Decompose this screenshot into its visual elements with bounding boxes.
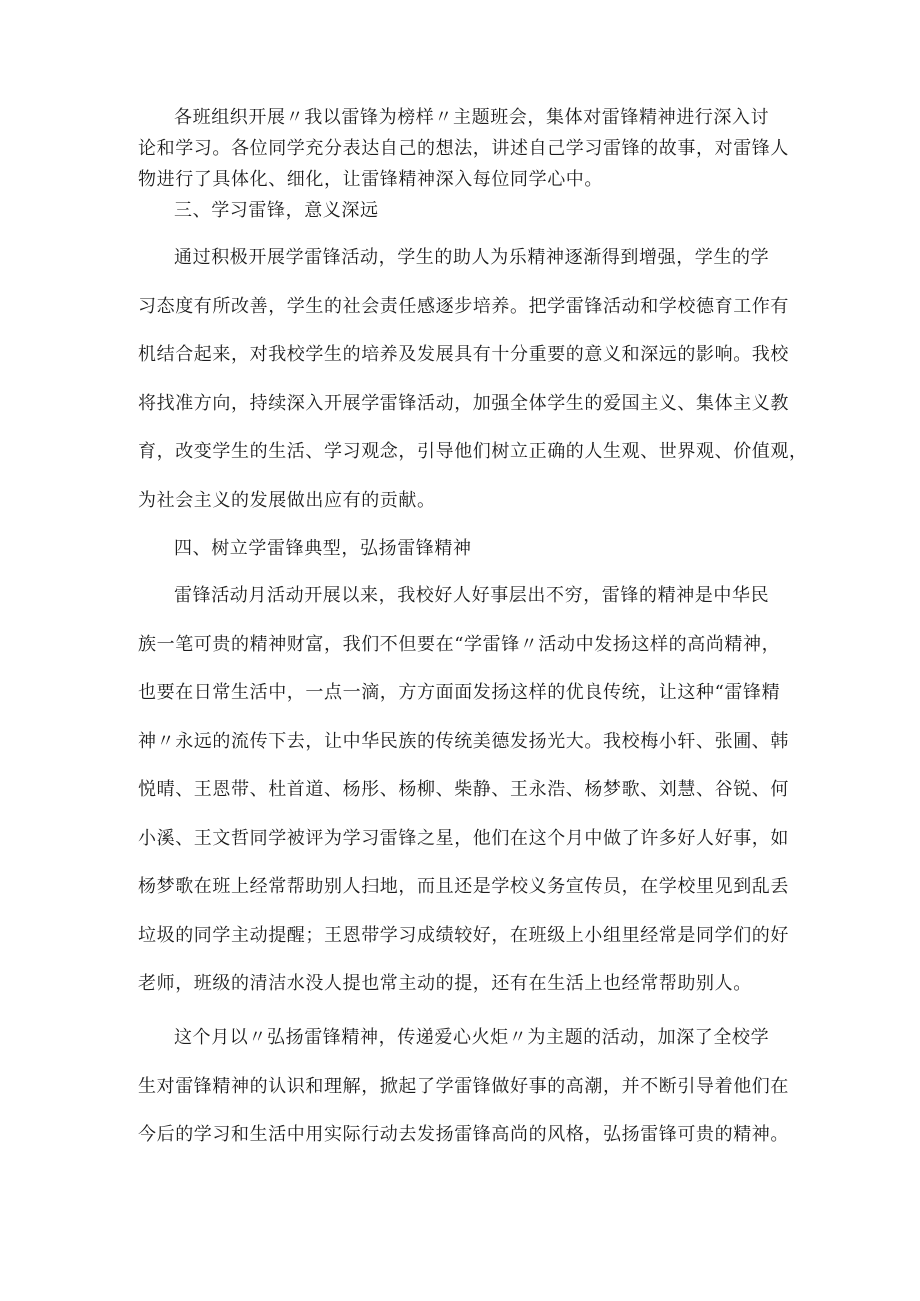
paragraph-line: 通过积极开展学雷锋活动，学生的助人为乐精神逐渐得到增强，学生的学 bbox=[174, 247, 770, 268]
paragraph-line: 论和学习。各位同学充分表达自己的想法，讲述自己学习雷锋的故事，对雷锋人 bbox=[138, 138, 789, 159]
section-heading-3: 三、学习雷锋，意义深远 bbox=[174, 200, 379, 221]
paragraph-line: 杨梦歌在班上经常帮助别人扫地，而且还是学校义务宣传员，在学校里见到乱丢 bbox=[138, 876, 789, 897]
paragraph-line: 小溪、王文哲同学被评为学习雷锋之星，他们在这个月中做了许多好人好事，如 bbox=[138, 827, 789, 849]
paragraph-line: 机结合起来，对我校学生的培养及发展具有十分重要的意义和深远的影响。我校 bbox=[138, 344, 789, 365]
paragraph-line: 为社会主义的发展做出应有的贡献。 bbox=[138, 489, 436, 511]
paragraph-line: 垃圾的同学主动提醒；王恩带学习成绩较好，在班级上小组里经常是同学们的好 bbox=[138, 924, 789, 946]
paragraph-line: 将找准方向，持续深入开展学雷锋活动，加强全体学生的爱国主义、集体主义教 bbox=[138, 392, 789, 414]
paragraph-line: 这个月以〃弘扬雷锋精神，传递爱心火炬〃为主题的活动，加深了全校学 bbox=[174, 1027, 770, 1048]
paragraph-line: 神〃永远的流传下去，让中华民族的传统美德发扬光大。我校梅小轩、张圃、韩 bbox=[138, 730, 789, 752]
section-heading-4: 四、树立学雷锋典型，弘扬雷锋精神 bbox=[174, 538, 472, 559]
paragraph-line: 今后的学习和生活中用实际行动去发扬雷锋高尚的风格，弘扬雷锋可贵的精神。 bbox=[138, 1124, 789, 1145]
paragraph-significance bbox=[138, 234, 808, 525]
paragraph-line: 也要在日常生活中，一点一滴，方方面面发扬这样的优良传统，让这种“雷锋精 bbox=[138, 682, 781, 703]
paragraph-line: 育，改变学生的生活、学习观念，引导他们树立正确的人生观、世界观、价值观， bbox=[138, 441, 808, 462]
paragraph-class-meetings bbox=[138, 102, 798, 195]
paragraph-line: 物进行了具体化、细化，让雷锋精神深入每位同学心中。 bbox=[138, 169, 603, 190]
paragraph-line: 族一笔可贵的精神财富，我们不但要在“学雷锋〃活动中发扬这样的高尚精神， bbox=[138, 633, 781, 655]
paragraph-conclusion bbox=[138, 1014, 798, 1160]
paragraph-line: 悦晴、王恩带、杜首道、杨彤、杨柳、柴静、王永浩、杨梦歌、刘慧、谷锐、何 bbox=[138, 779, 789, 800]
paragraph-line: 各班组织开展〃我以雷锋为榜样〃主题班会，集体对雷锋精神进行深入讨 bbox=[174, 107, 770, 128]
paragraph-line: 老师，班级的清洁水没人提也常主动的提，还有在生活上也经常帮助别人。 bbox=[138, 973, 752, 994]
paragraph-role-models bbox=[138, 572, 798, 1009]
paragraph-line: 生对雷锋精神的认识和理解，掀起了学雷锋做好事的高潮，并不断引导着他们在 bbox=[138, 1075, 789, 1097]
paragraph-line: 雷锋活动月活动开展以来，我校好人好事层出不穷，雷锋的精神是中华民 bbox=[174, 585, 770, 606]
paragraph-line: 习态度有所改善，学生的社会责任感逐步培养。把学雷锋活动和学校德育工作有 bbox=[138, 295, 789, 317]
